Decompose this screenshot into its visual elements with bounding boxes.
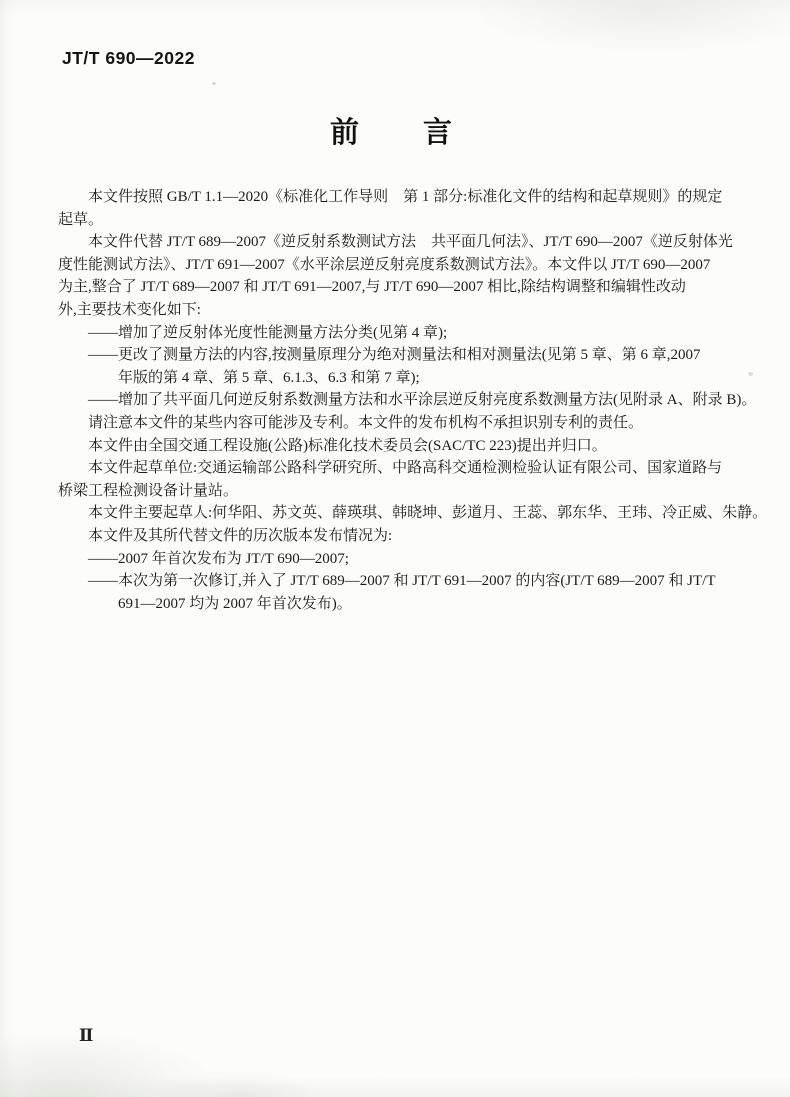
text-line: ——本次为第一次修订,并入了 JT/T 689—2007 和 JT/T 691—2007 的内容(JT/T 689—2007 和 JT/T <box>88 573 716 590</box>
standard-code: JT/T 690—2022 <box>62 48 195 68</box>
text-line: ——增加了逆反射体光度性能测量方法分类(见第 4 章); <box>88 324 448 341</box>
scan-speck <box>212 82 216 85</box>
text-line: ——2007 年首次发布为 JT/T 690—2007; <box>88 550 349 567</box>
foreword-body <box>58 186 768 615</box>
text-line: 桥梁工程检测设备计量站。 <box>58 482 239 499</box>
text-line: 外,主要技术变化如下: <box>58 301 201 318</box>
page-number: Ⅱ <box>79 1026 94 1045</box>
text-line: 本文件起草单位:交通运输部公路科学研究所、中路高科交通检测检验认证有限公司、国家道路与 <box>88 460 723 477</box>
text-line: ——更改了测量方法的内容,按测量原理分为绝对测量法和相对测量法(见第 5 章、第 6 章,2007 <box>88 347 701 364</box>
page-title: 前 言 <box>329 117 454 149</box>
text-line: 691—2007 均为 2007 年首次发布)。 <box>118 595 352 612</box>
text-line: 本文件代替 JT/T 689—2007《逆反射系数测试方法 共平面几何法》、JT/T 690—2007《逆反射体光 <box>88 234 733 251</box>
text-line: 年版的第 4 章、第 5 章、6.1.3、6.3 和第 7 章); <box>118 369 420 386</box>
text-line: ——增加了共平面几何逆反射系数测量方法和水平涂层逆反射亮度系数测量方法(见附录 A、附录 B)。 <box>88 392 757 409</box>
text-line: 起草。 <box>58 211 104 228</box>
text-line: 本文件及其所代替文件的历次版本发布情况为: <box>88 527 393 544</box>
text-line: 度性能测试方法》、JT/T 691—2007《水平涂层逆反射亮度系数测试方法》。本文件以 JT/T 690—2007 <box>58 256 711 273</box>
text-line: 本文件由全国交通工程设施(公路)标准化技术委员会(SAC/TC 223)提出并归口。 <box>88 437 607 454</box>
text-line: 请注意本文件的某些内容可能涉及专利。本文件的发布机构不承担识别专利的责任。 <box>88 414 644 431</box>
text-line: 为主,整合了 JT/T 689—2007 和 JT/T 691—2007,与 JT/T 690—2007 相比,除结构调整和编辑性改动 <box>58 279 686 296</box>
text-line: 本文件主要起草人:何华阳、苏文英、薛瑛琪、韩晓坤、彭道月、王蕊、郭东华、王玮、冷正威、朱静。 <box>88 505 768 522</box>
scan-speck <box>748 372 753 376</box>
text-line: 本文件按照 GB/T 1.1—2020《标准化工作导则 第 1 部分:标准化文件的结构和起草规则》的规定 <box>88 189 723 205</box>
